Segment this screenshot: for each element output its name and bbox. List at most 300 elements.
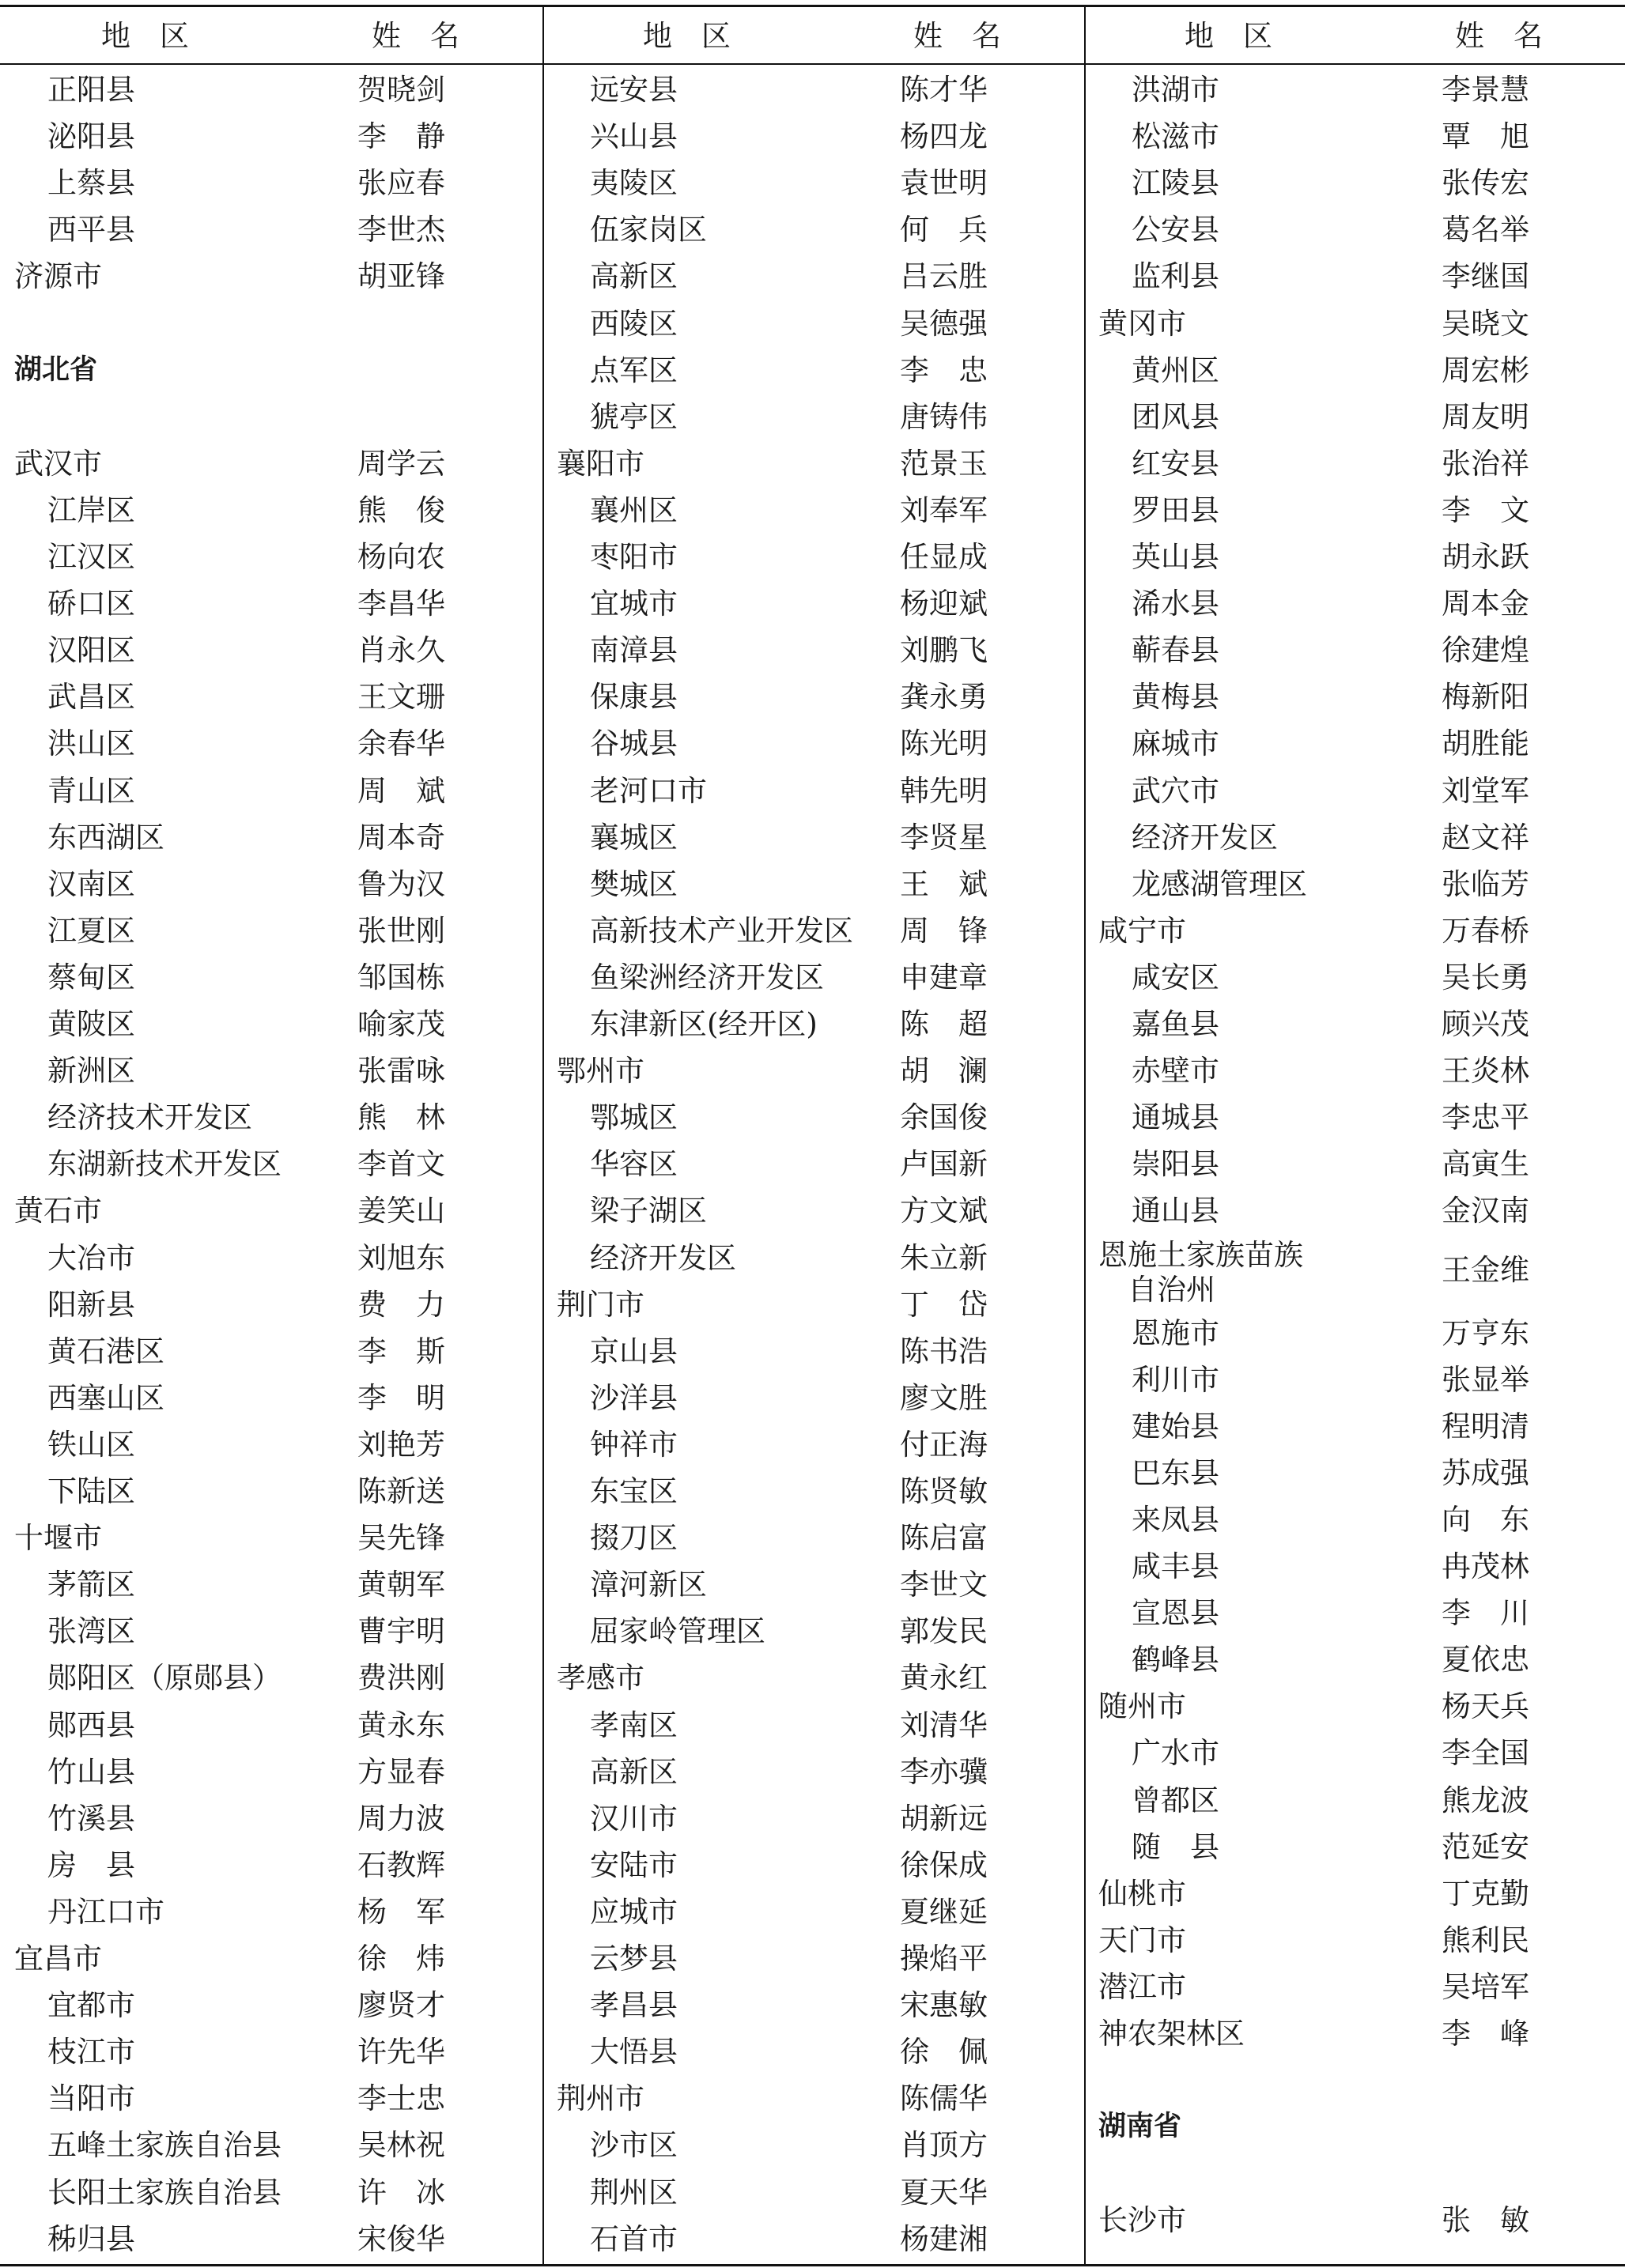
- table-row: [14, 1702, 536, 1749]
- table-row: [14, 1141, 536, 1187]
- region-cell: 长阳土家族自治县: [47, 2175, 282, 2210]
- region-cell: 正阳县: [47, 73, 135, 107]
- table-row: [557, 1515, 1079, 1561]
- table-row: [14, 908, 536, 954]
- name-cell: 王 斌: [900, 866, 988, 901]
- table-row: [1098, 440, 1620, 487]
- table-row: [1098, 1403, 1620, 1450]
- region-cell: 石首市: [590, 2221, 678, 2256]
- table-row: [14, 674, 536, 720]
- table-row: [14, 1515, 536, 1561]
- name-cell: 陈才华: [900, 73, 988, 107]
- region-cell: 建始县: [1132, 1409, 1219, 1443]
- table-row: [1098, 720, 1620, 767]
- table-row: [1098, 1777, 1620, 1824]
- region-cell: 浠水县: [1132, 587, 1219, 621]
- table-header-rule: [0, 63, 1625, 65]
- table-row: [1098, 2010, 1620, 2057]
- table-row: [14, 1935, 536, 1982]
- name-cell: 吴晓文: [1442, 306, 1529, 341]
- region-cell: 上蔡县: [47, 166, 135, 201]
- column-divider: [1084, 5, 1086, 2266]
- table-row: [557, 814, 1079, 861]
- region-cell: 武昌区: [47, 680, 135, 715]
- region-cell: 西平县: [47, 213, 135, 247]
- region-cell: 钟祥市: [590, 1427, 678, 1462]
- table-row: [14, 861, 536, 908]
- region-cell: 猇亭区: [590, 399, 678, 434]
- table-row: [557, 2075, 1079, 2122]
- table-row: [1098, 2057, 1620, 2104]
- name-cell: 余春华: [357, 726, 445, 761]
- table-row: [14, 2028, 536, 2075]
- table-row: [1098, 908, 1620, 954]
- region-cell: 硚口区: [47, 587, 135, 621]
- region-cell: 经济技术开发区: [47, 1100, 252, 1135]
- table-row: [14, 814, 536, 861]
- name-cell: 胡新远: [900, 1801, 988, 1836]
- name-cell: 周 斌: [357, 773, 445, 808]
- name-cell: 王文珊: [357, 680, 445, 715]
- table-row: [14, 1795, 536, 1842]
- table-row: [1098, 1235, 1620, 1310]
- name-cell: 向 东: [1442, 1502, 1529, 1537]
- region-cell: 孝昌县: [590, 1988, 678, 2023]
- region-cell: 枝江市: [47, 2035, 135, 2070]
- table-row: [557, 1187, 1079, 1234]
- region-cell: 经济开发区: [590, 1240, 736, 1275]
- region-cell: 黄州区: [1132, 353, 1219, 387]
- name-cell: 袁世明: [900, 166, 988, 201]
- region-cell: 嘉鱼县: [1132, 1007, 1219, 1041]
- table-row: [557, 347, 1079, 394]
- name-cell: 周学云: [357, 446, 445, 481]
- name-cell: 胡永跃: [1442, 540, 1529, 574]
- name-cell: 杨迎斌: [900, 587, 988, 621]
- table-row: [14, 1468, 536, 1515]
- table-row: [14, 1187, 536, 1234]
- name-cell: 张传宏: [1442, 166, 1529, 201]
- region-cell: 广水市: [1132, 1736, 1219, 1771]
- table-row: [1098, 1357, 1620, 1403]
- name-cell: 周 锋: [900, 913, 988, 948]
- region-cell: 荆州市: [557, 2081, 644, 2116]
- name-cell: 李 静: [357, 119, 445, 154]
- region-cell: 保康县: [590, 680, 678, 715]
- name-cell: 李景慧: [1442, 73, 1529, 107]
- header-name: 姓 名: [1455, 19, 1543, 53]
- region-cell: 洪山区: [47, 726, 135, 761]
- region-cell: 竹山县: [47, 1754, 135, 1789]
- region-cell: 华容区: [590, 1147, 678, 1182]
- region-cell: 龙感湖管理区: [1132, 866, 1307, 901]
- table-row: [557, 1421, 1079, 1468]
- name-cell: 徐保成: [900, 1847, 988, 1882]
- name-cell: 夏继延: [900, 1894, 988, 1929]
- table-row: [557, 1468, 1079, 1515]
- table-row: [557, 300, 1079, 347]
- table-row: [1098, 1450, 1620, 1496]
- region-cell: 应城市: [590, 1894, 678, 1929]
- table-row: [14, 394, 536, 440]
- region-cell: 宜都市: [47, 1988, 135, 2023]
- table-row: [1098, 113, 1620, 160]
- name-cell: 黄永红: [900, 1661, 988, 1696]
- table-row: [14, 2216, 536, 2262]
- region-cell: 安陆市: [590, 1847, 678, 1882]
- region-cell: 鄂城区: [590, 1100, 678, 1135]
- table-row: [1098, 1187, 1620, 1234]
- name-cell: 覃 旭: [1442, 119, 1529, 154]
- header-name: 姓 名: [913, 19, 1001, 53]
- table-row: [557, 674, 1079, 720]
- table-row: [1098, 66, 1620, 113]
- table-row: [1098, 1824, 1620, 1870]
- name-cell: 顾兴茂: [1442, 1007, 1529, 1041]
- name-cell: 申建章: [900, 960, 988, 994]
- name-cell: 张雷咏: [357, 1054, 445, 1089]
- name-cell: 周本金: [1442, 587, 1529, 621]
- table-row: [1098, 2197, 1620, 2243]
- table-row: [557, 1842, 1079, 1889]
- region-cell: 青山区: [47, 773, 135, 808]
- name-cell: 陈儒华: [900, 2081, 988, 2116]
- region-cell: 汉川市: [590, 1801, 678, 1836]
- region-cell: 下陆区: [47, 1474, 135, 1508]
- name-cell: 李 明: [357, 1380, 445, 1415]
- region-cell: 孝南区: [590, 1708, 678, 1742]
- region-cell: 襄城区: [590, 820, 678, 855]
- name-cell: 邹国栋: [357, 960, 445, 994]
- table-row: [1098, 160, 1620, 206]
- name-cell: 周宏彬: [1442, 353, 1529, 387]
- region-cell: 仙桃市: [1098, 1876, 1186, 1911]
- name-cell: 杨建湘: [900, 2221, 988, 2256]
- table-row: [557, 1935, 1079, 1982]
- name-cell: 刘奉军: [900, 492, 988, 527]
- name-cell: 熊 林: [357, 1100, 445, 1135]
- table-row: [557, 1889, 1079, 1935]
- table-row: [14, 1889, 536, 1935]
- name-cell: 徐 佩: [900, 2035, 988, 2070]
- region-cell: 东宝区: [590, 1474, 678, 1508]
- region-cell: 兴山县: [590, 119, 678, 154]
- table-row: [14, 1842, 536, 1889]
- name-cell: 宋俊华: [357, 2221, 445, 2256]
- region-cell: 黄陂区: [47, 1007, 135, 1041]
- name-cell: 许先华: [357, 2035, 445, 2070]
- region-cell: 孝感市: [557, 1661, 644, 1696]
- name-cell: 操焰平: [900, 1942, 988, 1976]
- table-bottom-rule: [0, 2264, 1625, 2266]
- region-cell: 崇阳县: [1132, 1147, 1219, 1182]
- table-row: [1098, 1310, 1620, 1357]
- name-cell: 李世文: [900, 1568, 988, 1602]
- name-cell: 黄朝军: [357, 1568, 445, 1602]
- region-cell: 鄂州市: [557, 1054, 644, 1089]
- header-region: 地 区: [643, 19, 731, 53]
- table-row: [557, 487, 1079, 534]
- table-row: [14, 1094, 536, 1141]
- province-heading: 湖北省: [14, 353, 98, 386]
- name-cell: 葛名举: [1442, 213, 1529, 247]
- table-row: [1098, 1870, 1620, 1917]
- region-cell: 英山县: [1132, 540, 1219, 574]
- name-cell: 肖永久: [357, 633, 445, 668]
- region-cell: 武穴市: [1132, 773, 1219, 808]
- name-cell: 陈 超: [900, 1007, 988, 1041]
- name-cell: 胡 澜: [900, 1054, 988, 1089]
- name-cell: 高寅生: [1442, 1147, 1529, 1182]
- table-row: [14, 300, 536, 347]
- name-cell: 张 敏: [1442, 2203, 1529, 2238]
- region-cell: 襄州区: [590, 492, 678, 527]
- name-cell: 熊 俊: [357, 492, 445, 527]
- name-cell: 曹宇明: [357, 1614, 445, 1649]
- table-row: [557, 206, 1079, 253]
- region-cell: 潜江市: [1098, 1969, 1186, 2004]
- name-cell: 李忠平: [1442, 1100, 1529, 1135]
- table-row: [14, 2122, 536, 2168]
- region-cell: 东西湖区: [47, 820, 164, 855]
- name-cell: 李世杰: [357, 213, 445, 247]
- table-row: [1098, 814, 1620, 861]
- province-heading: 湖南省: [1098, 2111, 1182, 2143]
- region-cell: 新洲区: [47, 1054, 135, 1089]
- table-row: [557, 1749, 1079, 1795]
- name-cell: 吴林祝: [357, 2128, 445, 2163]
- table-row: [1098, 1496, 1620, 1543]
- table-row: [14, 1421, 536, 1468]
- table-row: [14, 206, 536, 253]
- table-row: [14, 1375, 536, 1421]
- name-cell: 鲁为汉: [357, 866, 445, 901]
- table-row: [1098, 1543, 1620, 1590]
- name-cell: 李 川: [1442, 1596, 1529, 1631]
- region-cell: 江陵县: [1132, 166, 1219, 201]
- name-cell: 吴德强: [900, 306, 988, 341]
- name-cell: 张显举: [1442, 1362, 1529, 1397]
- region-cell: 公安县: [1132, 213, 1219, 247]
- table-row: [14, 1608, 536, 1655]
- name-cell: 李全国: [1442, 1736, 1529, 1771]
- name-cell: 杨四龙: [900, 119, 988, 154]
- region-cell: 通山县: [1132, 1194, 1219, 1228]
- region-cell: 松滋市: [1132, 119, 1219, 154]
- name-cell: 熊利民: [1442, 1923, 1529, 1957]
- region-cell: 高新区: [590, 259, 678, 294]
- region-cell: 伍家岗区: [590, 213, 707, 247]
- table-row: [14, 768, 536, 814]
- name-cell: 夏天华: [900, 2175, 988, 2210]
- region-cell: 江汉区: [47, 540, 135, 574]
- region-cell: 漳河新区: [590, 1568, 707, 1602]
- table-row: [1098, 2104, 1620, 2150]
- name-cell: 冉茂林: [1442, 1549, 1529, 1583]
- table-row: [1098, 534, 1620, 580]
- region-cell: 黄石港区: [47, 1334, 164, 1368]
- region-cell: 谷城县: [590, 726, 678, 761]
- region-cell: 汉南区: [47, 866, 135, 901]
- region-cell: 当阳市: [47, 2081, 135, 2116]
- region-cell: 长沙市: [1098, 2203, 1186, 2238]
- header-region: 地 区: [1185, 19, 1272, 53]
- table-row: [14, 253, 536, 300]
- region-cell: 沙市区: [590, 2128, 678, 2163]
- name-cell: 刘鹏飞: [900, 633, 988, 668]
- name-cell: 李亦骥: [900, 1754, 988, 1789]
- region-cell: 团风县: [1132, 399, 1219, 434]
- name-cell: 刘艳芳: [357, 1427, 445, 1462]
- name-cell: 丁克勤: [1442, 1876, 1529, 1911]
- header-region: 地 区: [101, 19, 189, 53]
- name-cell: 杨天兵: [1442, 1689, 1529, 1724]
- region-cell: 十堰市: [14, 1521, 102, 1556]
- region-cell: 点军区: [590, 353, 678, 387]
- region-cell: 高新区: [590, 1754, 678, 1789]
- name-cell: 周本奇: [357, 820, 445, 855]
- region-cell: 宜昌市: [14, 1942, 102, 1976]
- region-cell: 咸丰县: [1132, 1549, 1219, 1583]
- region-cell: 荆门市: [557, 1287, 644, 1322]
- name-cell: 肖顶方: [900, 2128, 988, 2163]
- region-cell: 黄冈市: [1098, 306, 1186, 341]
- name-cell: 廖贤才: [357, 1988, 445, 2023]
- table-row: [14, 954, 536, 1001]
- table-row: [557, 1608, 1079, 1655]
- table-row: [1098, 394, 1620, 440]
- region-cell: 监利县: [1132, 259, 1219, 294]
- name-cell: 张临芳: [1442, 866, 1529, 901]
- table-row: [14, 1749, 536, 1795]
- region-cell: 竹溪县: [47, 1801, 135, 1836]
- table-row: [557, 1141, 1079, 1187]
- name-cell: 李 峰: [1442, 2017, 1529, 2051]
- name-cell: 徐 炜: [357, 1942, 445, 1976]
- name-cell: 吴培军: [1442, 1969, 1529, 2004]
- region-cell: 鹤峰县: [1132, 1643, 1219, 1677]
- region-cell: 麻城市: [1132, 726, 1219, 761]
- region-cell: 樊城区: [590, 866, 678, 901]
- region-cell: 曾都区: [1132, 1783, 1219, 1817]
- table-row: [14, 1235, 536, 1281]
- name-cell: 金汉南: [1442, 1194, 1529, 1228]
- table-row: [1098, 1094, 1620, 1141]
- name-cell: 王金维: [1442, 1252, 1529, 1287]
- table-row: [14, 1001, 536, 1047]
- region-cell: 西陵区: [590, 306, 678, 341]
- region-cell: 云梦县: [590, 1942, 678, 1976]
- header-name: 姓 名: [372, 19, 459, 53]
- name-cell: 张世刚: [357, 913, 445, 948]
- table-row: [14, 2169, 536, 2216]
- name-cell: 范延安: [1442, 1829, 1529, 1864]
- region-cell: 襄阳市: [557, 446, 644, 481]
- region-cell: 武汉市: [14, 446, 102, 481]
- table-row: [557, 66, 1079, 113]
- table-row: [1098, 861, 1620, 908]
- table-row: [557, 1795, 1079, 1842]
- name-cell: 何 兵: [900, 213, 988, 247]
- table-row: [557, 768, 1079, 814]
- name-cell: 方显春: [357, 1754, 445, 1789]
- region-cell: 远安县: [590, 73, 678, 107]
- name-cell: 黄永东: [357, 1708, 445, 1742]
- name-cell: 石教辉: [357, 1847, 445, 1882]
- table-row: [1098, 1001, 1620, 1047]
- name-cell: 宋惠敏: [900, 1988, 988, 2023]
- region-cell: 恩施市: [1132, 1315, 1219, 1350]
- table-row: [557, 1094, 1079, 1141]
- table-row: [14, 1655, 536, 1701]
- region-cell: 张湾区: [47, 1614, 135, 1649]
- table-row: [1098, 1730, 1620, 1776]
- name-cell: 李 文: [1442, 492, 1529, 527]
- name-cell: 范景玉: [900, 446, 988, 481]
- region-cell: 茅箭区: [47, 1568, 135, 1602]
- table-row: [557, 861, 1079, 908]
- region-cell: 东湖新技术开发区: [47, 1147, 282, 1182]
- table-row: [1098, 206, 1620, 253]
- table-row: [557, 2169, 1079, 2216]
- table-row: [557, 2216, 1079, 2262]
- table-row: [14, 1982, 536, 2028]
- region-cell: 沙洋县: [590, 1380, 678, 1415]
- table-row: [1098, 1141, 1620, 1187]
- name-cell: 廖文胜: [900, 1380, 988, 1415]
- name-cell: 万亨东: [1442, 1315, 1529, 1350]
- table-row: [557, 1328, 1079, 1375]
- table-row: [1098, 580, 1620, 627]
- region-cell: 利川市: [1132, 1362, 1219, 1397]
- region-cell: 屈家岭管理区: [590, 1614, 765, 1649]
- table-row: [1098, 1917, 1620, 1964]
- table-row: [557, 720, 1079, 767]
- table-row: [1098, 300, 1620, 347]
- region-cell: 秭归县: [47, 2221, 135, 2256]
- table-row: [557, 1001, 1079, 1047]
- table-row: [557, 1375, 1079, 1421]
- region-cell: 咸安区: [1132, 960, 1219, 994]
- region-cell: 宣恩县: [1132, 1596, 1219, 1631]
- name-cell: 吴长勇: [1442, 960, 1529, 994]
- name-cell: 郭发民: [900, 1614, 988, 1649]
- table-row: [14, 534, 536, 580]
- name-cell: 程明清: [1442, 1409, 1529, 1443]
- region-cell: 西塞山区: [47, 1380, 164, 1415]
- name-cell: 陈贤敏: [900, 1474, 988, 1508]
- table-row: [557, 1655, 1079, 1701]
- name-cell: 喻家茂: [357, 1007, 445, 1041]
- region-cell: 大冶市: [47, 1240, 135, 1275]
- name-cell: 付正海: [900, 1427, 988, 1462]
- table-row: [14, 66, 536, 113]
- region-cell: 济源市: [14, 259, 102, 294]
- region-cell: 鱼梁洲经济开发区: [590, 960, 824, 994]
- region-cell: 赤壁市: [1132, 1054, 1219, 1089]
- table-top-rule: [0, 5, 1625, 7]
- name-cell: 陈光明: [900, 726, 988, 761]
- table-row: [557, 160, 1079, 206]
- name-cell: 刘旭东: [357, 1240, 445, 1275]
- name-cell: 熊龙波: [1442, 1783, 1529, 1817]
- region-cell: 江夏区: [47, 913, 135, 948]
- table-row: [557, 580, 1079, 627]
- region-cell: 通城县: [1132, 1100, 1219, 1135]
- table-row: [14, 1281, 536, 1328]
- name-cell: 费 力: [357, 1287, 445, 1322]
- table-row: [14, 1561, 536, 1608]
